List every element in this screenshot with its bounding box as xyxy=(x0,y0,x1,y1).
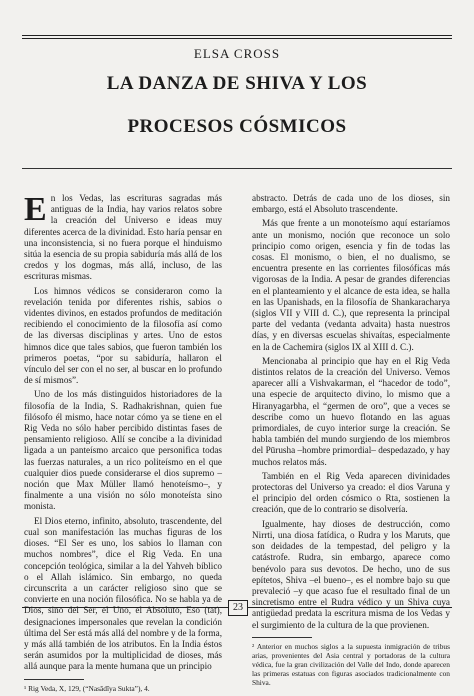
paragraph: El Dios eterno, infinito, absoluto, trascendente, del cual son manifestación las muchas figuras de los dioses. “El Ser es uno, los sabios lo llaman con muchos nombres”, dice el Rig Veda. En una concepción teológica, similar a la del Yahveh bíblico o el Allah islámico. Sin embargo, no queda circunscrita a un carácter religioso sino que se convierte en una noción filosófica. No se habla ya de Dios, sino del Ser, el Uno, el Absoluto, Eso (tat), designaciones impersonales que revelan la condición última del Ser está más allá del nombre y de la forma, y más allá también de los atributos. En la India éstos serán asumidos por la multiplicidad de dioses, más allá aunque para la mente humana que un principio xyxy=(24,515,222,672)
footnote: ¹ Rig Veda, X, 129, (“Nasādīya Sukta”), 4. xyxy=(24,683,150,693)
left-column xyxy=(24,193,222,696)
title-divider xyxy=(22,168,452,169)
top-rule-double xyxy=(22,38,452,39)
article-title-line-1: LA DANZA DE SHIVA Y LOS xyxy=(106,73,368,94)
footnote: ² Anterior en muchos siglos a la supuesta inmigración de tribus arias, provenientes del Asia central y portadoras de la cultura védica, fue la gran civilización del Valle del Indo, donde aparecen las primeras estatuas con figuras asociados tradicionalmente con Shiva. xyxy=(252,641,450,687)
right-column xyxy=(252,193,450,690)
page-number: 23 xyxy=(228,600,248,616)
paragraph: También en el Rig Veda aparecen divinidades protectoras del Universo ya creado: el dios Varuna y el principio del orden cósmico o Rta, sostienen la creación, que de lo contrario se disolvería. xyxy=(252,470,450,515)
paragraph: Los himnos védicos se consideraron como la revelación tenida por diferentes rishis, sabios o videntes divinos, en estados profundos de meditación recibiendo el conocimiento de la filosofía así como de las diversas disciplinas y artes. Uno de estos himnos dice que tales sabios, que fueron también los primeros poetas, “por su sabiduría, hallaron el vínculo del ser con el no ser, al buscar en lo profundo de sí mismos”. xyxy=(24,285,222,386)
footnote-rule xyxy=(252,637,312,638)
footnote-rule xyxy=(24,679,84,680)
article-title-line-2: PROCESOS CÓSMICOS xyxy=(127,116,347,137)
drop-cap: E xyxy=(24,191,47,228)
paragraph: Mencionaba al principio que hay en el Rig Veda distintos relatos de la creación del Universo. Vemos aparecer allí a Vishvakarman, el “hacedor de todo”, una especie de arquitecto divino, lo mismo que a Hiranyagarbha, el “germen de oro”, que a veces se describe como un huevo flotando en las aguas primordiales, de cuyo interior surge la creación. Se habla también del mundo surgiendo de los miembros del Pūrusha –hombre primordial– despedazado, y hay muchos relatos más. xyxy=(252,355,450,467)
paragraph: abstracto. Detrás de cada uno de los dioses, sin embargo, está el Absoluto trascendente. xyxy=(252,193,450,215)
paragraph: Igualmente, hay dioses de destrucción, como Nirrti, una diosa fatídica, o Rudra y los Maruts, que son deidades de la tempestad, del peligro y la catástrofe. Rudra, sin embargo, aparece como benévolo para sus devotos. De hecho, uno de sus epítetos, Shiva –el bueno–, es el nombre bajo su que prevaleció –y que acaso fue el resultado final de un sincretismo entre el Rudra védico y un Shiva cuya antigüedad predata la escritura misma de los Vedas y el surgimiento de la cultura de la que provienen. xyxy=(252,518,450,630)
top-rule xyxy=(22,35,452,36)
paragraph: Uno de los más distinguidos historiadores de la filosofía de la India, S. Radhakrishnan, quien fue filósofo él mismo, hace notar cómo ya se tiene en el Rig Veda no sólo haber percibido distintas fases de pensamiento religioso. Allí se concibe a la divinidad ligada a un panteísmo arcaico que personifica todas las fuerzas naturales, a un rico politeísmo en el que cualquier dios puede considerarse el dios supremo –noción que Max Müller llamó henoteísmo–, y finalmente a una visión no sólo monoteísta sino monista. xyxy=(24,389,222,512)
paragraph xyxy=(24,193,222,283)
paragraph-text: n los Vedas, las escrituras sagradas más antiguas de la India, hay varios relatos sobre la creación del Universo e ideas muy diferentes acerca de la divinidad. Esto haría pensar en una inconsistencia, si no fuera porque el hinduismo sitúa la esencia de su propia sabiduría más allá de los credos y los dogmas, más allá, incluso, de las escrituras mismas. xyxy=(24,193,222,282)
author-name: ELSA CROSS xyxy=(193,46,281,61)
paragraph: Más que frente a un monoteísmo aquí estaríamos ante un monismo, noción que reconoce un solo principio como origen, esencia y fin de todas las cosas. El monismo, o bien, el no dualismo, se encuentra presente en las corrientes filosóficas más vigorosas de la India. A pesar de grandes diferencias en el planteamiento y el alcance de esta idea, se halla en las Upanishads, en la filosofía de Shankaracharya (siglos VII y VIII d. C.), que representa la principal parte del vedanta (vedanta advaita) hasta nuestros días, y en diversas escuelas shivaítas, especialmente en la de Cachemira (siglos IX al XIII d. C.). xyxy=(252,218,450,352)
